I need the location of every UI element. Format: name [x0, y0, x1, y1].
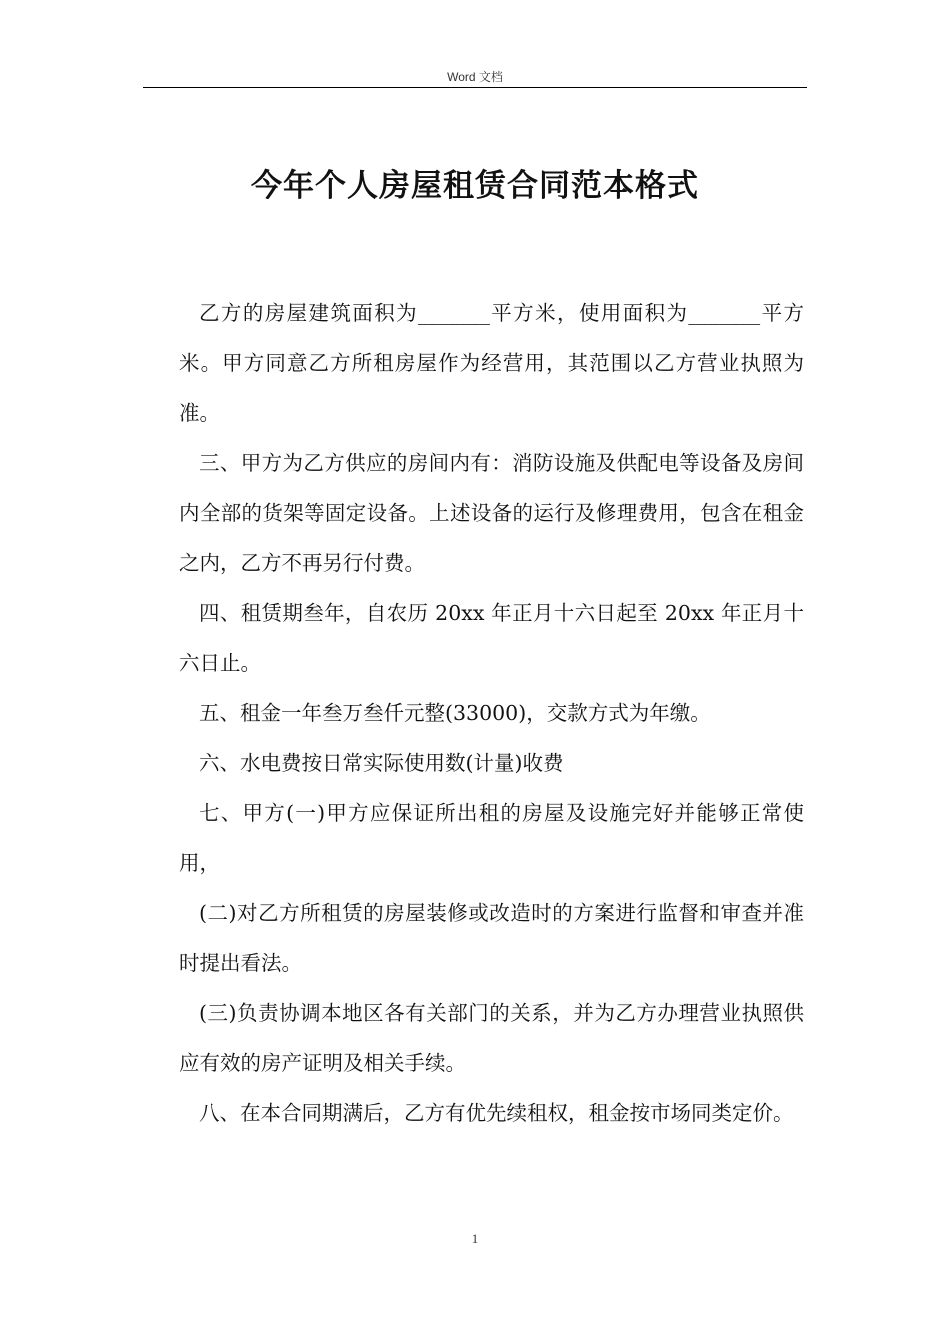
paragraph-clause-7: 七、甲方(一)甲方应保证所出租的房屋及设施完好并能够正常使用，	[179, 801, 804, 875]
paragraph-clause-5: 五、租金一年叁万叁仟元整(33000)，交款方式为年缴。	[199, 701, 711, 725]
paragraph-clause-3: 三、甲方为乙方供应的房间内有：消防设施及供配电等设备及房间内全部的货架等固定设备。上述设备的运行及修理费用，包含在租金之内，乙方不再另行付费。	[179, 451, 804, 575]
paragraph-clause-8: 八、在本合同期满后，乙方有优先续租权，租金按市场同类定价。	[199, 1101, 794, 1125]
header-divider	[143, 87, 807, 88]
paragraph-clause-7-2: (二)对乙方所租赁的房屋装修或改造时的方案进行监督和审查并准时提出看法。	[179, 901, 804, 975]
page-number: 1	[471, 1231, 479, 1246]
document-title: 今年个人房屋租赁合同范本格式	[251, 168, 699, 204]
page-header-label: Word 文档	[447, 70, 503, 84]
paragraph-clause-6: 六、水电费按日常实际使用数(计量)收费	[199, 751, 564, 775]
paragraph-clause-7-3: (三)负责协调本地区各有关部门的关系，并为乙方办理营业执照供应有效的房产证明及相关手续。	[179, 1001, 804, 1075]
document-body	[179, 288, 804, 1138]
paragraph-area: 乙方的房屋建筑面积为_______平方米，使用面积为_______平方米。甲方同意乙方所租房屋作为经营用，其范围以乙方营业执照为准。	[179, 301, 804, 425]
paragraph-clause-4: 四、租赁期叁年，自农历 20xx 年正月十六日起至 20xx 年正月十六日止。	[179, 601, 804, 675]
